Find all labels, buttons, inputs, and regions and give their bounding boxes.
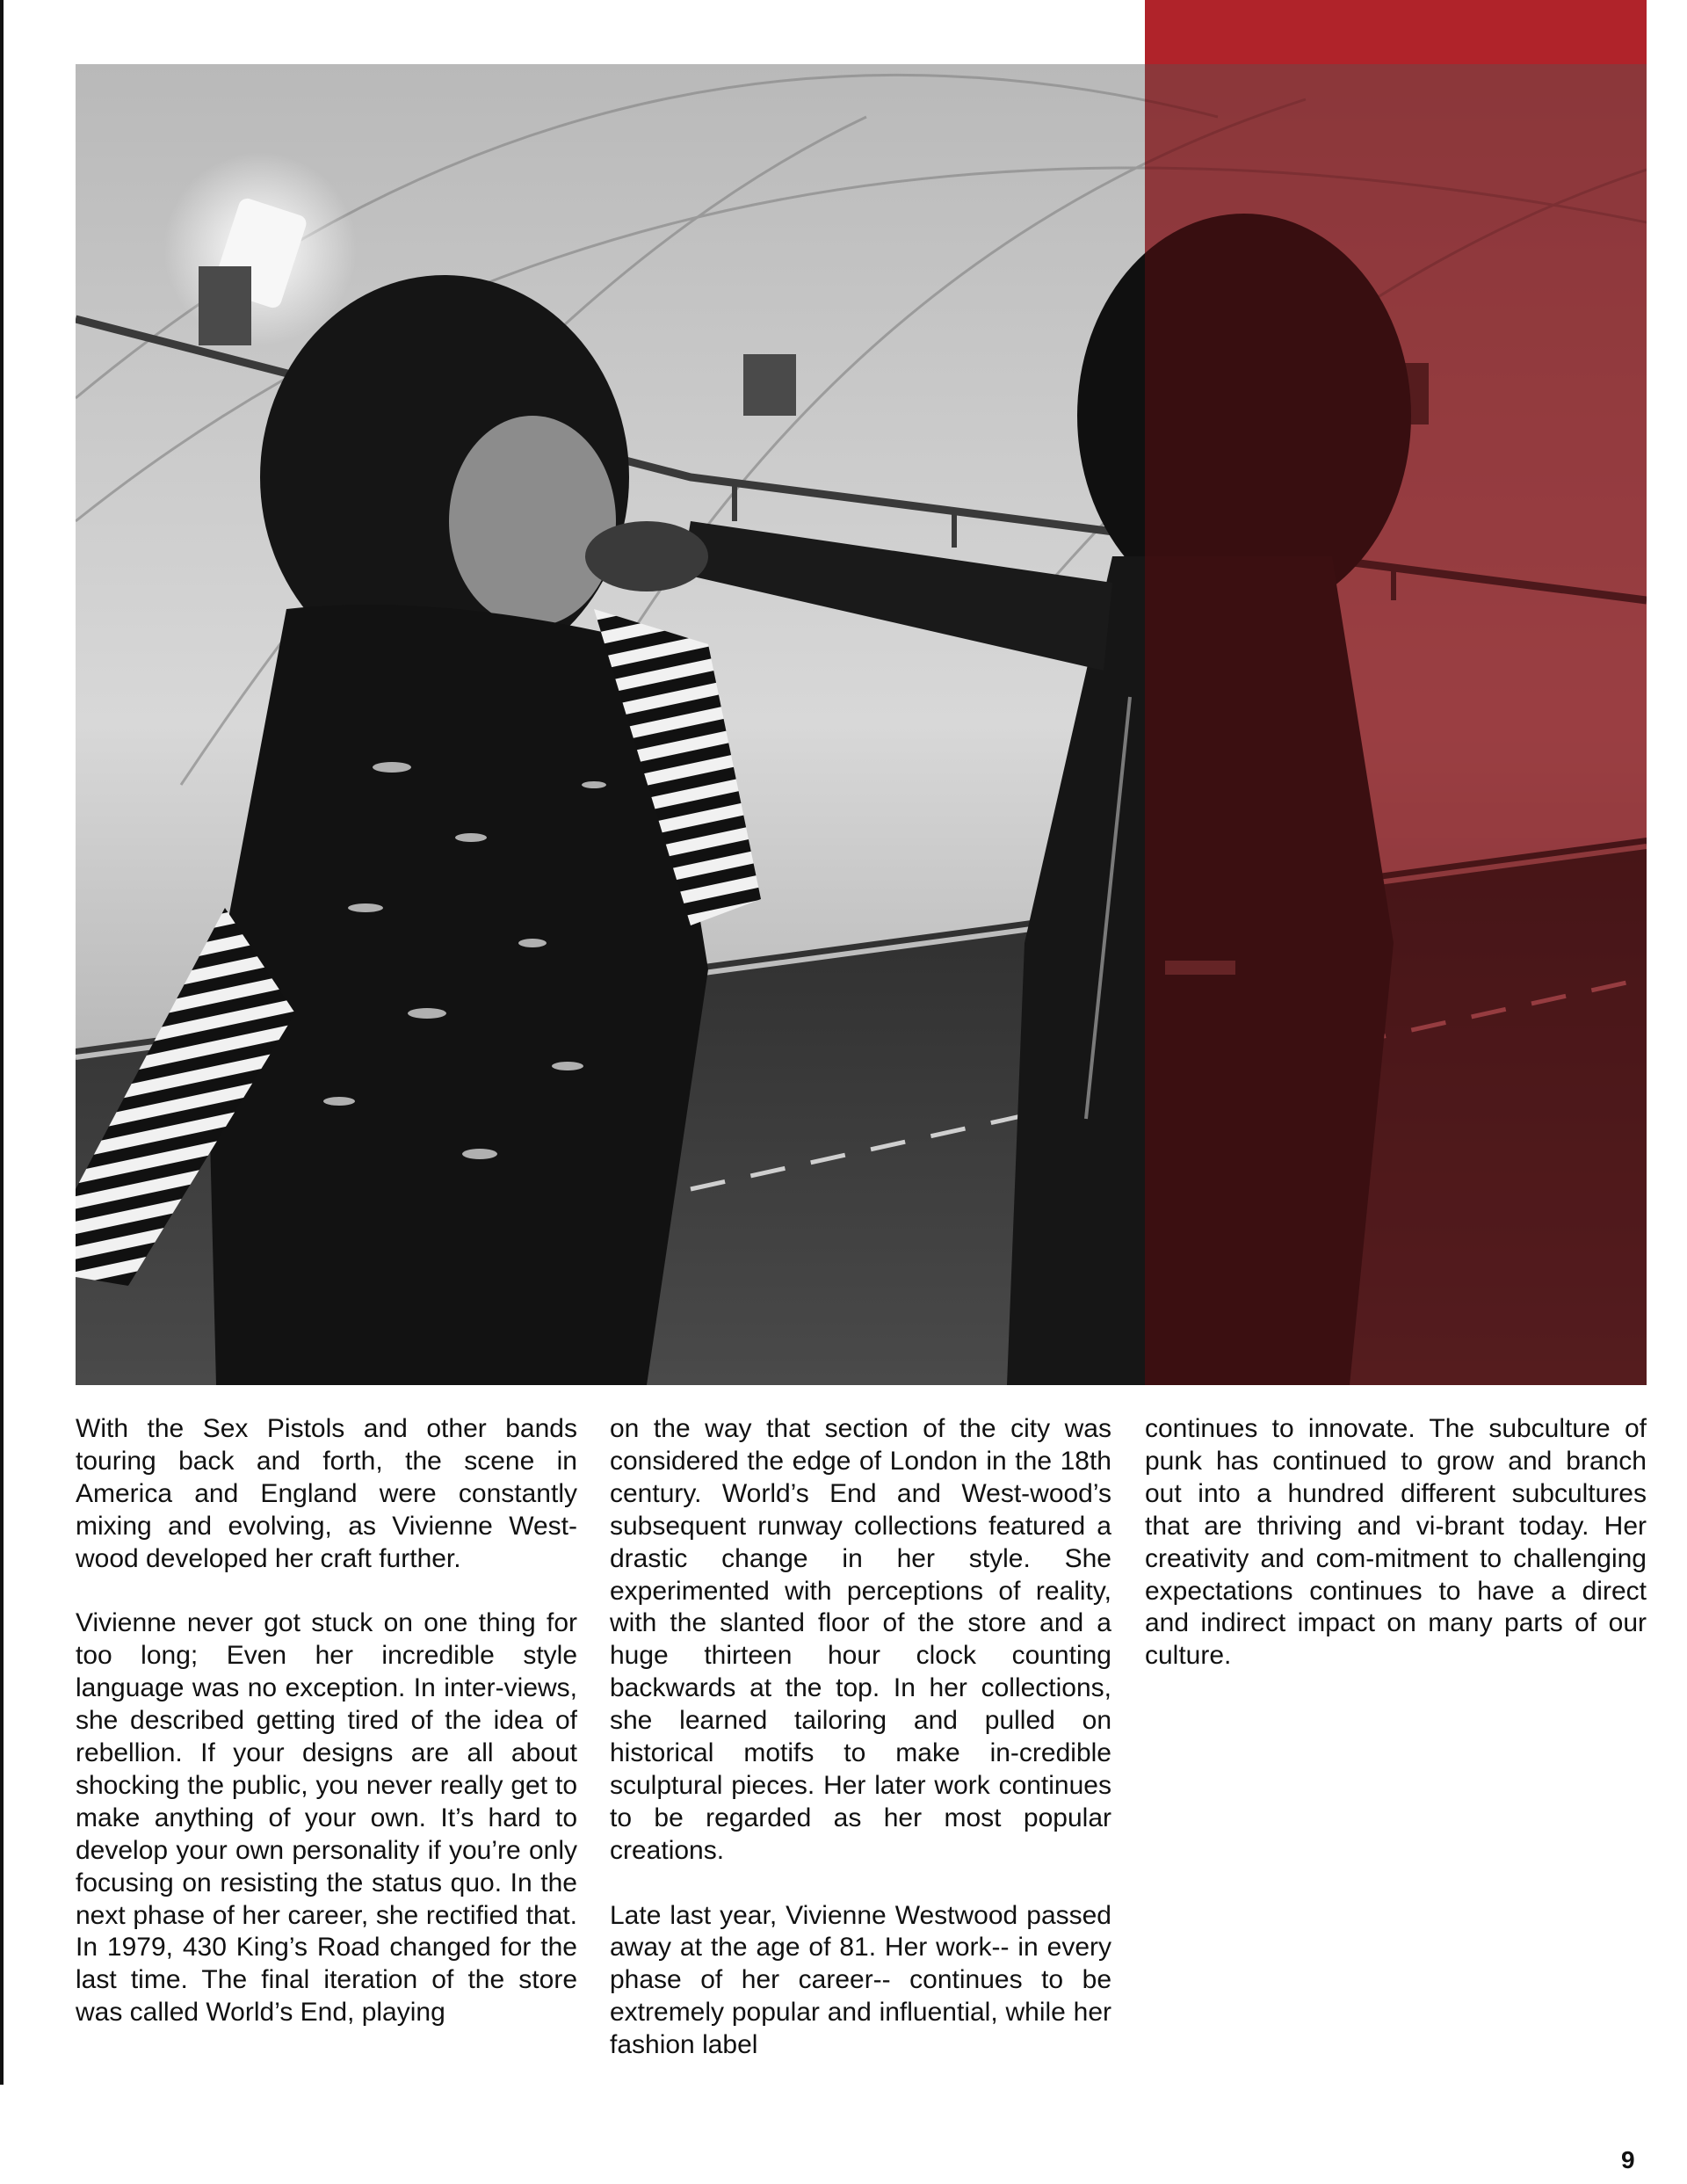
column-2-paragraph-2: Late last year, Vivienne Westwood passed away at the age of 81. Her work-- in every phase of her career-- continues to be extremely popular and influential, while her fashion label bbox=[610, 1900, 1111, 2060]
column-1-paragraph-1: With the Sex Pistols and other bands touring back and forth, the scene in America and England were constantly mixing and evolving, as Vivienne West-wood developed her craft further. bbox=[76, 1414, 577, 1573]
page-number: 9 bbox=[1621, 2146, 1635, 2173]
article-body bbox=[76, 1413, 1647, 2081]
column-2-paragraph-1: on the way that section of the city was considered the edge of London in the 18th century. World’s End and West-wood’s subsequent runway collections featured a drastic change in her style. She experimented with perceptions of reality, with the slanted floor of the store and a huge thirteen hour clock counting backwards at the top. In her collections, she learned tailoring and pulled on historical motifs to make in-credible sculptural pieces. Her later work continues to be regarded as her most popular creations. bbox=[610, 1414, 1111, 1865]
tunnel-photo bbox=[76, 64, 1647, 1385]
article-column-2 bbox=[610, 1413, 1111, 2094]
column-1-paragraph-2: Vivienne never got stuck on one thing for too long; Even her incredible style language was no exception. In inter-views, she described getting tired of the idea of rebellion. If your designs are all about shocking the public, you never really get to make anything of your own. It’s hard to develop your own personality if you’re only focusing on resisting the status quo. In the next phase of her career, she rectified that. In 1979, 430 King’s Road changed for the last time. The final iteration of the store was called World’s End, playing bbox=[76, 1608, 577, 2028]
article-column-3 bbox=[1145, 1413, 1647, 1705]
column-3-paragraph-1: continues to innovate. The subculture of punk has continued to grow and branch out into a hundred different subcultures that are thriving and vi-brant today. Her creativity and com-mitment to challenging expectations continues to have a direct and indirect impact on many parts of our culture. bbox=[1145, 1414, 1647, 1671]
red-accent-tab bbox=[1145, 0, 1647, 64]
red-photo-tint bbox=[1145, 64, 1647, 1385]
tunnel-photo-illustration bbox=[76, 64, 1647, 1385]
article-column-1 bbox=[76, 1413, 577, 2062]
left-margin-rule bbox=[0, 0, 4, 2085]
